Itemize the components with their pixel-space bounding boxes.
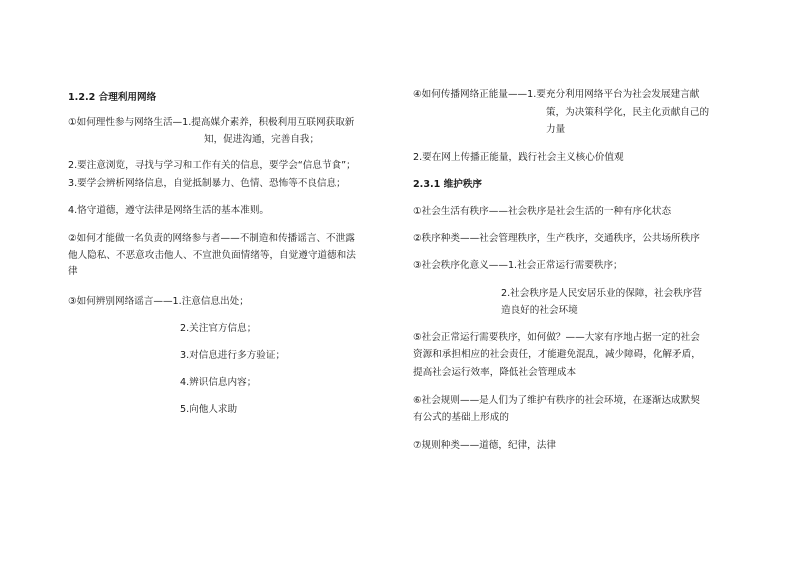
item-5-line-1: ⑤社会正常运行需要秩序，如何做？——大家有序地占据一定的社会 bbox=[413, 332, 700, 343]
question-4-line-3: 力量 bbox=[546, 124, 566, 135]
point-4: 4.恪守道德，遵守法律是网络生活的基本准则。 bbox=[68, 205, 270, 216]
item-6-line-1: ⑥社会规则——是人们为了维护有秩序的社会环境，在逐渐达成默契 bbox=[413, 395, 700, 406]
question-3-item-3: 3.对信息进行多方验证； bbox=[180, 350, 286, 361]
section-heading-2-3-1: 2.3.1 维护秩序 bbox=[413, 179, 483, 190]
question-4-point-2: 2.要在网上传播正能量，践行社会主义核心价值观 bbox=[413, 152, 624, 163]
question-2-line-1: ②如何才能做一名负责的网络参与者——不制造和传播谣言、不泄露 bbox=[68, 233, 355, 244]
question-1-line-2: 知，促进沟通，完善自我； bbox=[204, 134, 320, 145]
question-3-item-2: 2.关注官方信息； bbox=[180, 323, 257, 334]
item-6-line-2: 有公式的基础上形成的 bbox=[413, 412, 509, 423]
item-1: ①社会生活有秩序——社会秩序是社会生活的一种有序化状态 bbox=[413, 206, 672, 217]
point-3: 3.要学会辨析网络信息，自觉抵制暴力、色情、恐怖等不良信息； bbox=[68, 178, 346, 189]
item-2: ②秩序种类——社会管理秩序，生产秩序，交通秩序，公共场所秩序 bbox=[413, 233, 700, 244]
question-2-line-2: 他人隐私、不恶意攻击他人、不宣泄负面情绪等，自觉遵守道德和法 bbox=[68, 250, 356, 261]
item-3-line-3: 造良好的社会环境 bbox=[501, 305, 578, 316]
item-3-line-1: ③社会秩序化意义——1.社会正常运行需要秩序； bbox=[413, 260, 623, 271]
item-7: ⑦规则种类——道德，纪律，法律 bbox=[413, 440, 556, 451]
section-heading-1-2-2: 1.2.2 合理利用网络 bbox=[68, 92, 157, 103]
question-2-line-3: 律 bbox=[68, 266, 78, 277]
question-4-line-2: 策，为决策科学化，民主化贡献自己的 bbox=[546, 107, 710, 118]
question-3-line-1: ③如何辨别网络谣言——1.注意信息出处； bbox=[68, 296, 249, 307]
question-3-item-4: 4.辨识信息内容； bbox=[180, 377, 257, 388]
item-5-line-2: 资源和承担相应的社会责任，才能避免混乱，减少障碍，化解矛盾， bbox=[413, 349, 701, 360]
question-3-item-5: 5.向他人求助 bbox=[180, 404, 238, 415]
point-2: 2.要注意浏览，寻找与学习和工作有关的信息，要学会“信息节食”； bbox=[68, 160, 356, 171]
question-1-line-1: ①如何理性参与网络生活—1.提高媒介素养，积极利用互联网获取新 bbox=[68, 117, 355, 128]
question-4-line-1: ④如何传播网络正能量——1.要充分利用网络平台为社会发展建言献 bbox=[413, 89, 700, 100]
item-3-line-2: 2.社会秩序是人民安居乐业的保障，社会秩序营 bbox=[501, 288, 703, 299]
item-5-line-3: 提高社会运行效率，降低社会管理成本 bbox=[413, 367, 577, 378]
